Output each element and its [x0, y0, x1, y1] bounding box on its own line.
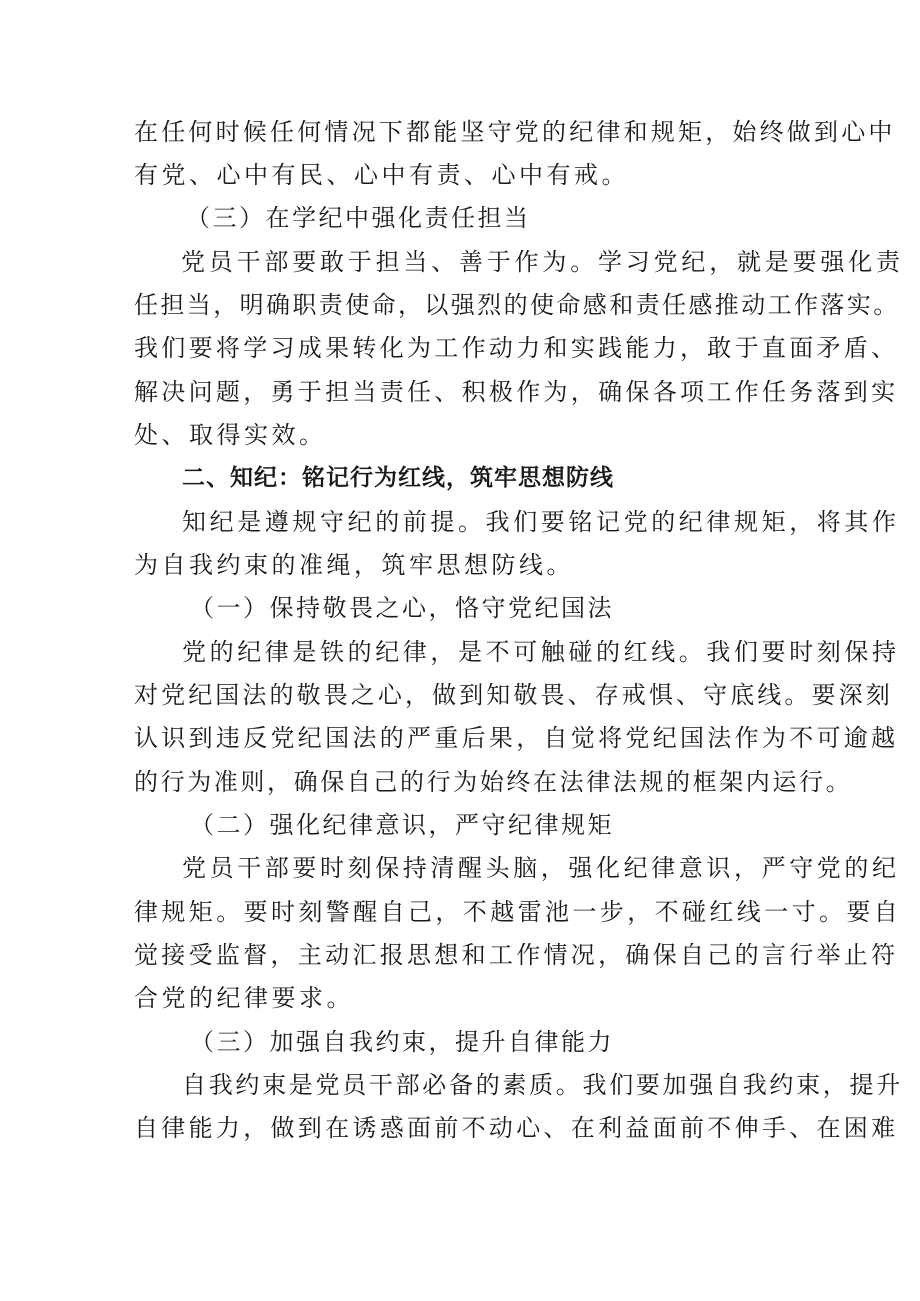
- body-text-line: 自律能力，做到在诱惑面前不动心、在利益面前不伸手、在困难: [134, 1114, 899, 1142]
- body-text-line: 党的纪律是铁的纪律，是不可触碰的红线。我们要时刻保持: [182, 638, 900, 666]
- body-text-line: 自我约束是党员干部必备的素质。我们要加强自我约束，提升: [182, 1071, 903, 1099]
- section-subheading: （一）保持敬畏之心，恪守党纪国法: [190, 594, 614, 622]
- section-subheading: （二）强化纪律意识，严守纪律规矩: [190, 811, 614, 839]
- body-text-line: 的行为准则，确保自己的行为始终在法律法规的框架内运行。: [134, 768, 853, 796]
- body-text-line: 处、取得实效。: [134, 421, 327, 449]
- body-text-line: 在任何时候任何情况下都能坚守党的纪律和规矩，始终做到心中: [134, 118, 896, 146]
- body-text-line: 我们要将学习成果转化为工作动力和实践能力，敢于直面矛盾、: [134, 334, 899, 362]
- body-text-line: 对党纪国法的敬畏之心，做到知敬畏、存戒惧、守底线。要深刻: [134, 681, 893, 709]
- body-text-line: 合党的纪律要求。: [134, 984, 354, 1012]
- body-text-line: 党员干部要敢于担当、善于作为。学习党纪，就是要强化责: [181, 248, 904, 276]
- body-text-line: 有党、心中有民、心中有责、心中有戒。: [134, 161, 629, 189]
- body-text-line: 律规矩。要时刻警醒自己，不越雷池一步，不碰红线一寸。要自: [134, 898, 902, 926]
- body-text-line: 认识到违反党纪国法的严重后果，自觉将党纪国法作为不可逾越: [134, 724, 899, 752]
- body-text-line: 党员干部要时刻保持清醒头脑，强化纪律意识，严守党的纪: [182, 854, 900, 882]
- body-text-line: 知纪是遵规守纪的前提。我们要铭记党的纪律规矩，将其作: [182, 508, 900, 536]
- body-text-line: 解决问题，勇于担当责任、积极作为，确保各项工作任务落到实: [134, 378, 899, 406]
- body-text-line: 为自我约束的准绳，筑牢思想防线。: [134, 551, 574, 579]
- section-subheading: （三）加强自我约束，提升自律能力: [190, 1028, 614, 1056]
- section-subheading: （三）在学纪中强化责任担当: [186, 204, 531, 232]
- section-heading: 二、知纪：铭记行为红线，筑牢思想防线: [182, 465, 614, 491]
- body-text-line: 觉接受监督，主动汇报思想和工作情况，确保自己的言行举止符: [134, 941, 899, 969]
- body-text-line: 任担当，明确职责使命，以强烈的使命感和责任感推动工作落实。: [134, 291, 900, 319]
